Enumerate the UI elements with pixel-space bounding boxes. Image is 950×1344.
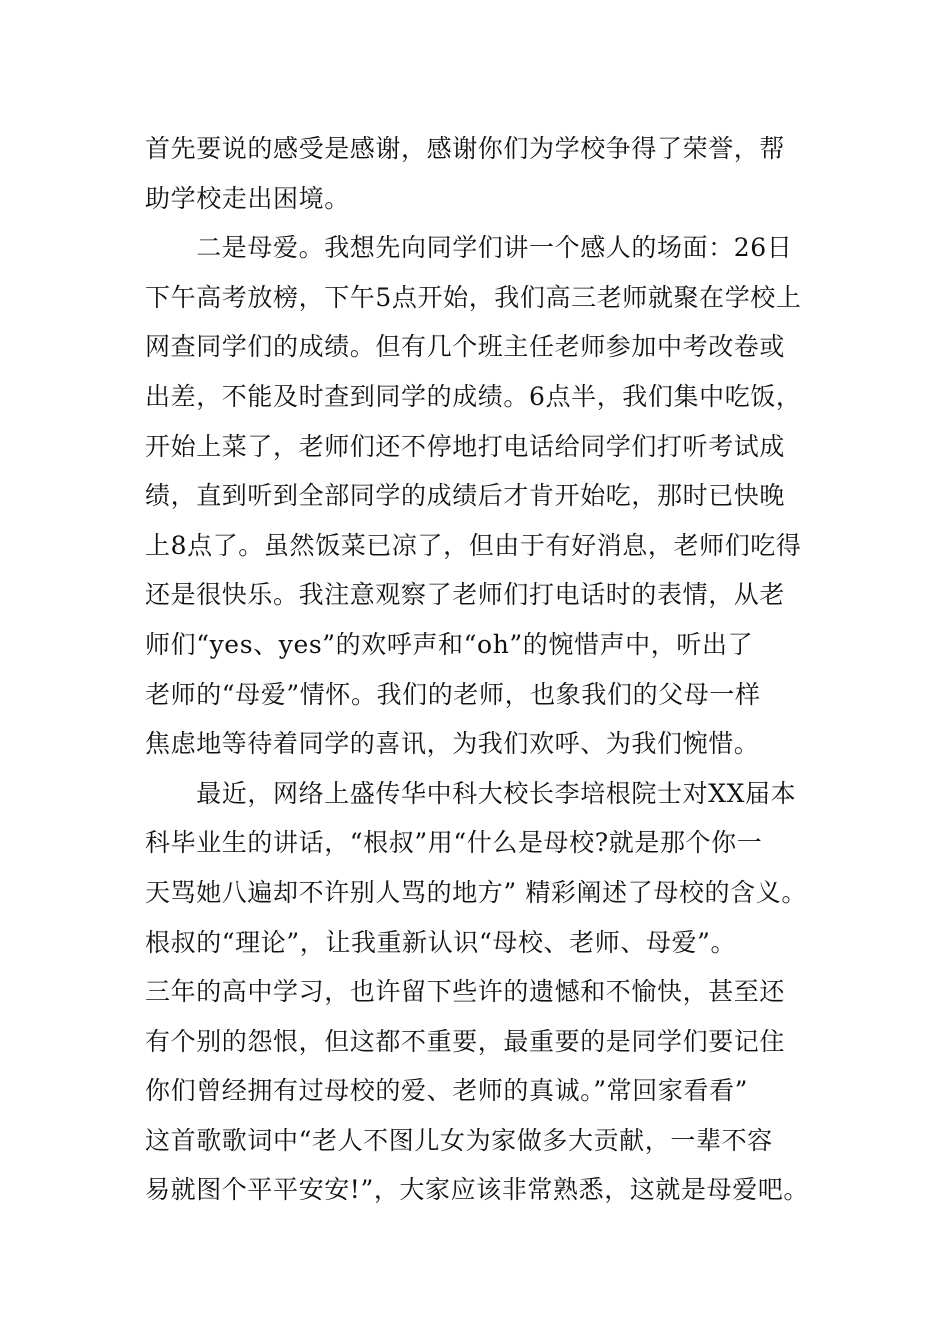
text-line: 你们曾经拥有过母校的爱、老师的真诚。”常回家看看” <box>145 1076 749 1106</box>
text-line: 上8点了。虽然饭菜已凉了，但由于有好消息，老师们吃得 <box>145 530 802 560</box>
text-line: 这首歌歌词中“老人不图儿女为家做多大贡献，一辈不容 <box>145 1125 773 1155</box>
text-line: 天骂她八遍却不许别人骂的地方” 精彩阐述了母校的含义。 <box>145 877 807 907</box>
text-line: 易就图个平平安安!”，大家应该非常熟悉，这就是母爱吧。 <box>145 1175 810 1205</box>
text-line: 绩，直到听到全部同学的成绩后才肯开始吃，那时已快晚 <box>145 481 786 511</box>
text-line: 二是母爱。我想先向同学们讲一个感人的场面：26日 <box>145 233 793 263</box>
text-line: 还是很快乐。我注意观察了老师们打电话时的表情，从老 <box>145 580 786 610</box>
text-line: 三年的高中学习，也许留下些许的遗憾和不愉快，甚至还 <box>145 977 786 1007</box>
text-line: 出差，不能及时查到同学的成绩。6点半，我们集中吃饭， <box>145 381 802 411</box>
text-line: 师们“yes、yes”的欢呼声和“oh”的惋惜声中，听出了 <box>145 629 754 659</box>
text-line: 根叔的“理论”，让我重新认识“母校、老师、母爱”。 <box>145 927 737 957</box>
text-line: 焦虑地等待着同学的喜讯，为我们欢呼、为我们惋惜。 <box>145 729 760 759</box>
text-line: 科毕业生的讲话，“根叔”用“什么是母校?就是那个你一 <box>145 828 763 858</box>
text-line: 助学校走出困境。 <box>145 183 350 213</box>
text-line: 开始上菜了，老师们还不停地打电话给同学们打听考试成 <box>145 431 786 461</box>
text-line: 首先要说的感受是感谢，感谢你们为学校争得了荣誉，帮 <box>145 134 786 163</box>
text-line: 网查同学们的成绩。但有几个班主任老师参加中考改卷或 <box>145 332 786 362</box>
text-line: 有个别的怨恨，但这都不重要，最重要的是同学们要记住 <box>145 1026 786 1056</box>
text-line: 下午高考放榜，下午5点开始，我们高三老师就聚在学校上 <box>145 282 802 312</box>
text-line: 老师的“母爱”情怀。我们的老师，也象我们的父母一样 <box>145 679 761 709</box>
document-body-text <box>145 124 835 1215</box>
text-line: 最近，网络上盛传华中科大校长李培根院士对XX届本 <box>145 778 797 808</box>
